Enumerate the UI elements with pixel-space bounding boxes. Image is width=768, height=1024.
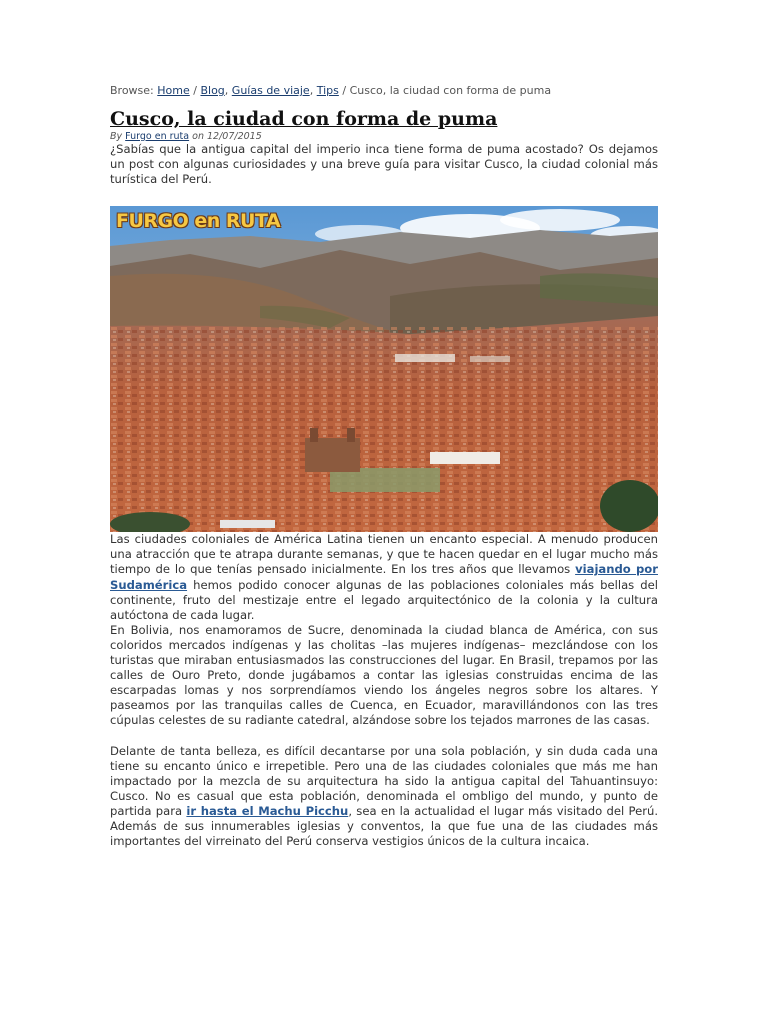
byline xyxy=(110,131,658,142)
article-title[interactable]: Cusco, la ciudad con forma de puma xyxy=(110,108,498,130)
paragraph-3 xyxy=(110,744,658,850)
breadcrumb-guias-link[interactable]: Guías de viaje xyxy=(231,84,310,97)
breadcrumb-tips-link[interactable]: Tips xyxy=(316,84,339,97)
breadcrumb-separator: / xyxy=(193,84,197,97)
paragraph-1-text-a: Las ciudades coloniales de América Latina tienen un encanto especial. A menudo producen una atracción que te atrapa durante semanas, y que te hacen quedar en el lugar mucho más tiempo de lo que tenías pensado inicialmente. En los tres años que llevamos xyxy=(110,532,658,577)
breadcrumb-home-link[interactable]: Home xyxy=(157,84,190,97)
paragraph-3-text-a: Delante de tanta belleza, es difícil decantarse por una sola población, y sin duda cada una tiene su encanto único e irrepetible. Pero una de las ciudades coloniales que más me han impactado por la mezcla de su arquitectura ha sido la antigua capital del Tahuantinsuyo: Cusco. No es casual que esta población, denominada el ombligo del mundo, y punto de partida para xyxy=(110,743,658,818)
paragraph-3-text-b: , sea en la actualidad el lugar más visitado del Perú. Además de sus innumerables iglesias y conventos, la que fue una de las ciudades más importantes del virreinato del Perú conserva vestigios únicos de la cultura incaica. xyxy=(110,803,659,849)
breadcrumb-current: Cusco, la ciudad con forma de puma xyxy=(349,84,552,97)
breadcrumb-separator: / xyxy=(342,84,347,97)
paragraph-2: En Bolivia, nos enamoramos de Sucre, denominada la ciudad blanca de América, con sus coloridos mercados indígenas y las cholitas –las mujeres indígenas– mezclándose con los turistas que miraban entusiasmados las construcciones del lugar. En Brasil, trepamos por las calles de Ouro Preto, donde jugábamos a contar las iglesias construidas encima de las escarpadas lomas y nos sorprendíamos viendo los ángeles negros sobre los altares. Y paseamos por las tranquilas calles de Cuenca, en Ecuador, maravillándonos con las tres cúpulas celestes de su radiante catedral, alzándose sobre los tejados marrones de las casas. xyxy=(110,622,658,728)
panorama-illustration xyxy=(110,206,658,532)
breadcrumb-prefix: Browse: xyxy=(110,84,154,97)
byline-by: By xyxy=(110,131,123,142)
intro-paragraph: ¿Sabías que la antigua capital del imperio inca tiene forma de puma acostado? Os dejamos un post con algunas curiosidades y una breve guía para visitar Cusco, la ciudad colonial más turística del Perú. xyxy=(110,142,658,187)
cusco-panorama-image xyxy=(110,206,658,532)
paragraph-1 xyxy=(110,532,658,623)
logo-text: FURGO en RUTA xyxy=(116,210,281,233)
viajando-por-sudamerica-link[interactable]: viajando por Sudamérica xyxy=(110,562,658,592)
byline-date: on 12/07/2015 xyxy=(192,131,262,142)
machu-picchu-link[interactable]: ir hasta el Machu Picchu xyxy=(186,803,349,818)
breadcrumb-comma: , xyxy=(224,84,229,97)
furgo-en-ruta-logo xyxy=(116,210,280,232)
author-link[interactable]: Furgo en ruta xyxy=(125,131,190,142)
breadcrumb-blog-link[interactable]: Blog xyxy=(200,84,225,97)
paragraph-1-text-b: hemos podido conocer algunas de las poblaciones coloniales más bellas del continente, fruto del mestizaje entre el legado arquitectónico de la colonia y la cultura autóctona de cada lugar. xyxy=(110,577,658,622)
breadcrumb-comma: , xyxy=(309,84,314,97)
article-page xyxy=(110,84,658,849)
breadcrumb xyxy=(110,84,658,98)
